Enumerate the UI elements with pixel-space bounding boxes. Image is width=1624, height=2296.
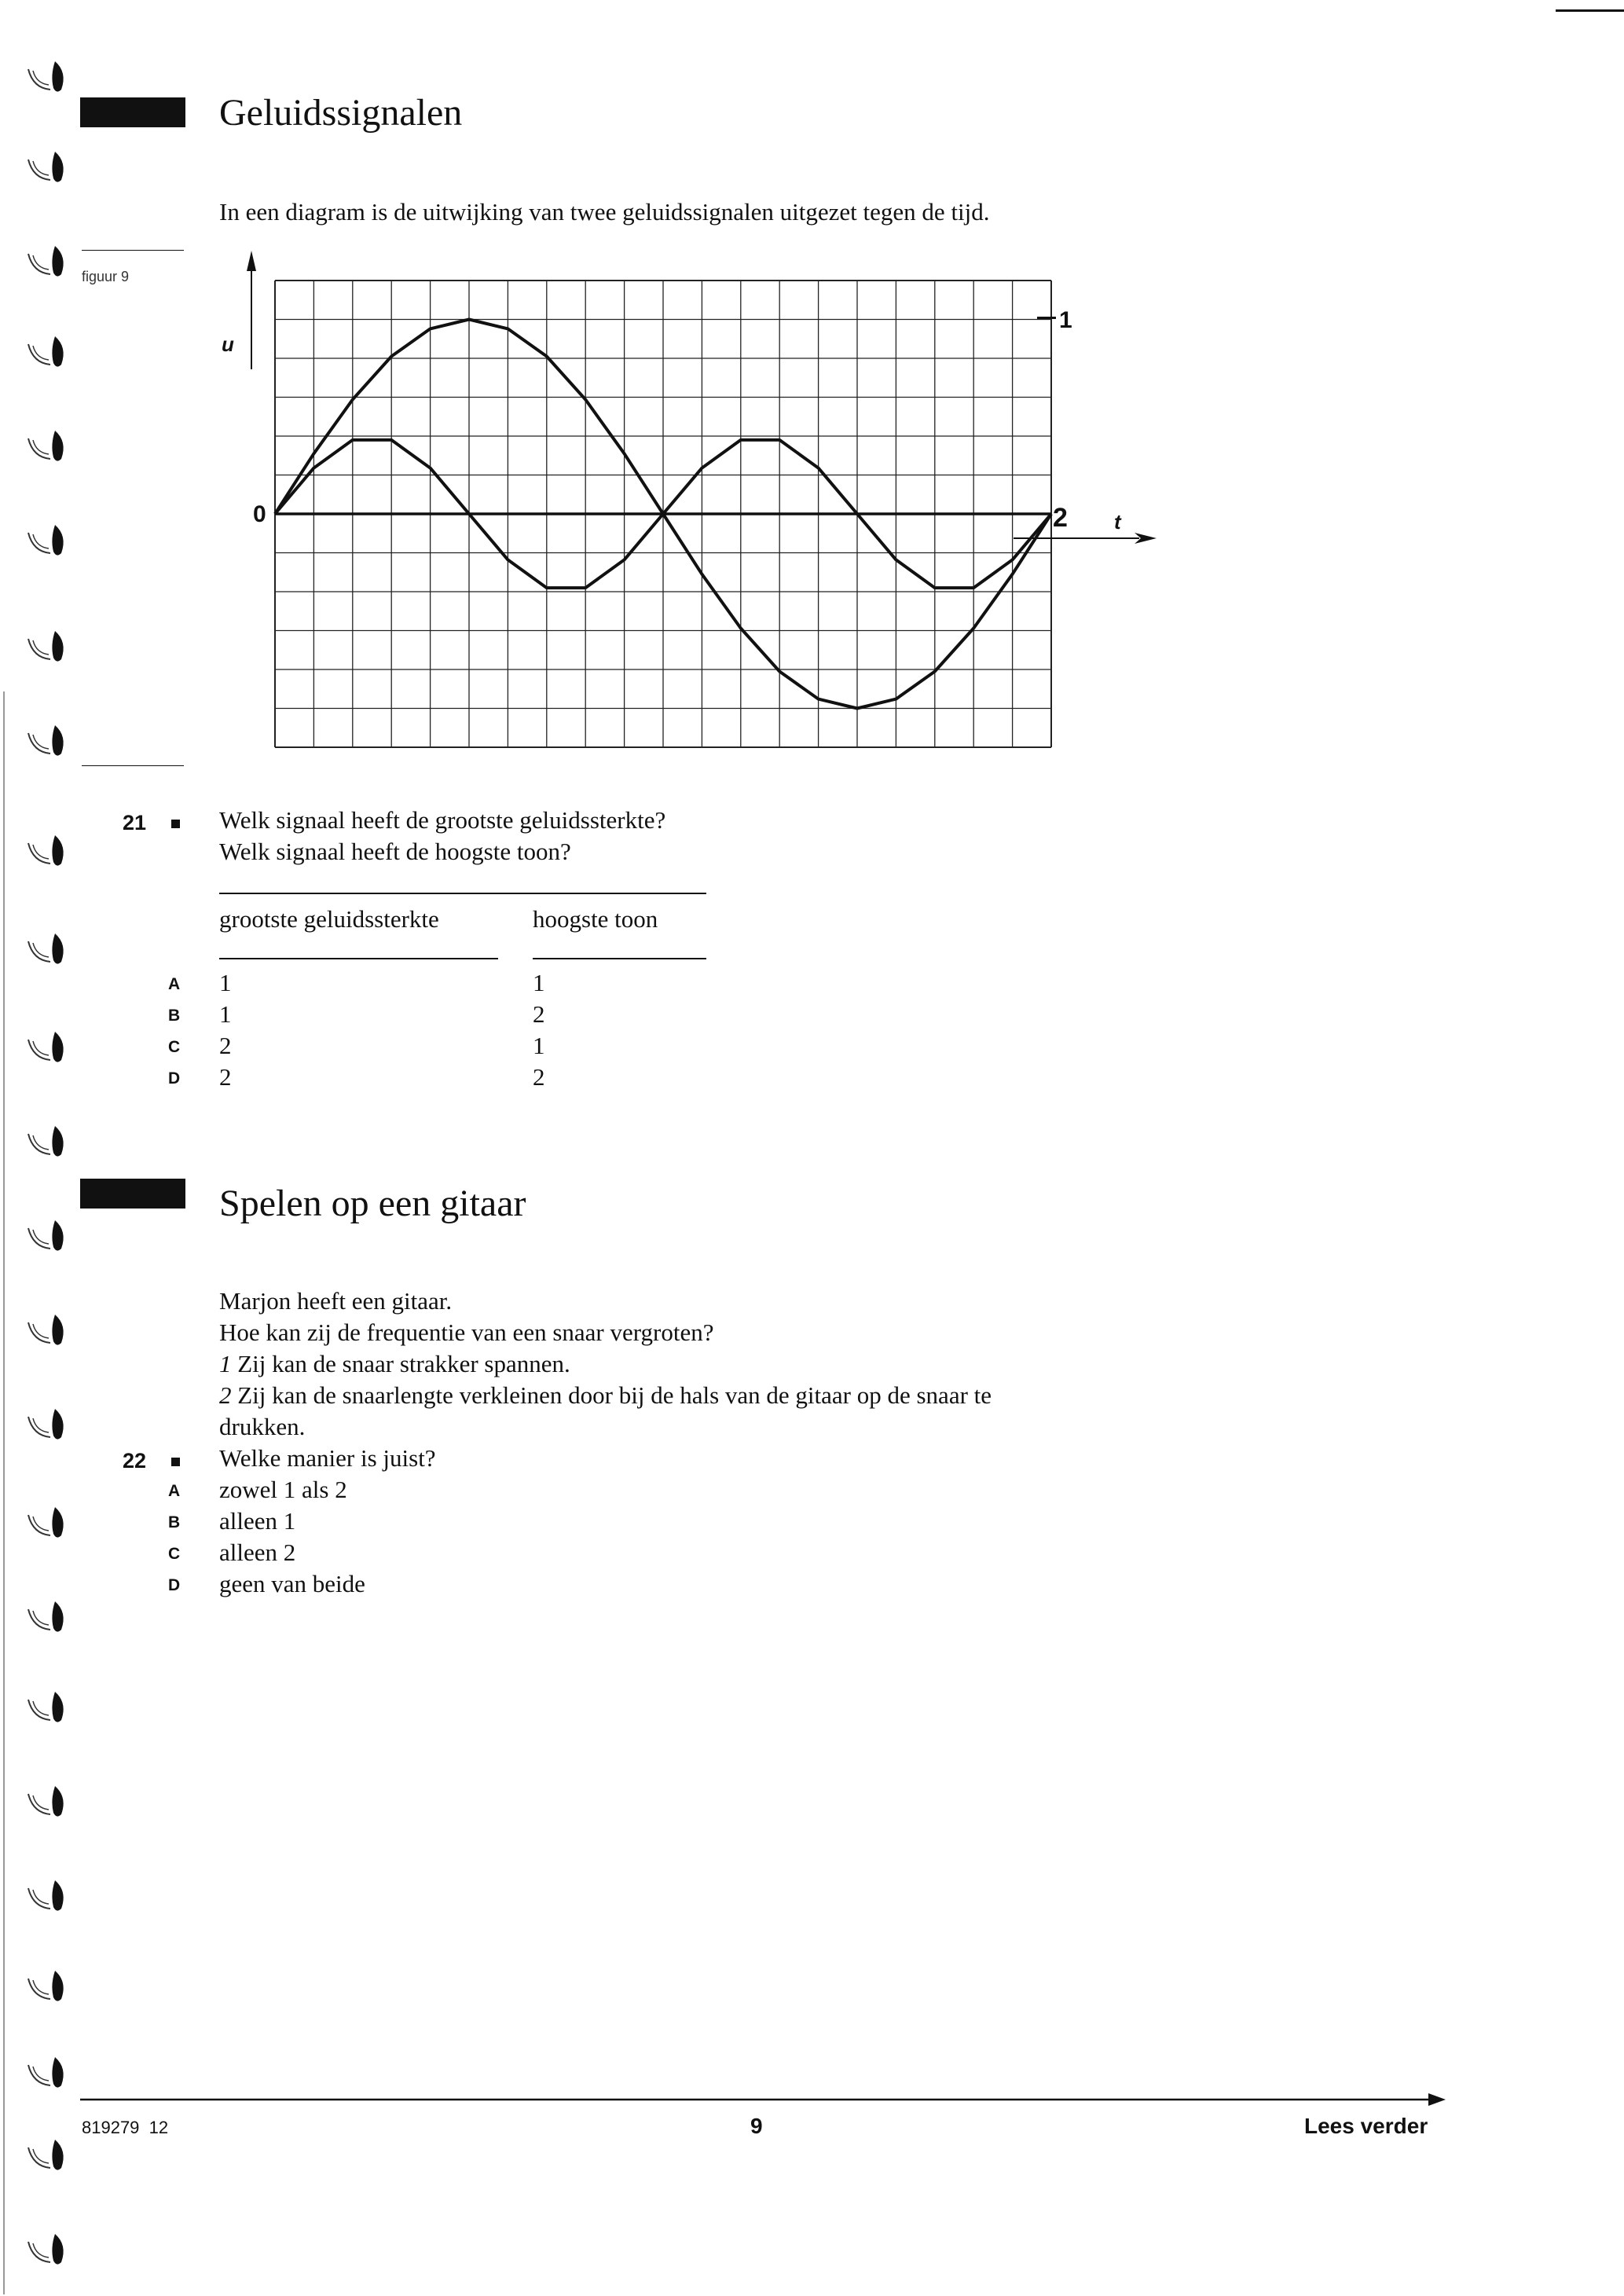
option-letter: C: [168, 1545, 181, 1563]
option-letter: D: [168, 1069, 181, 1087]
option-letter: D: [168, 1576, 181, 1594]
figure-rule-bottom: [82, 765, 184, 766]
statement-text: Zij kan de snaarlengte verkleinen door bij de hals van de gitaar op de snaar te: [231, 1381, 992, 1409]
corner-mark: [1556, 9, 1624, 12]
binder-hole-icon: [22, 1120, 77, 1164]
binder-hole-icon: [22, 1025, 77, 1069]
binder-hole-icon: [22, 55, 77, 99]
s2-paragraph: Marjon heeft een gitaar.: [219, 1287, 453, 1315]
table-cell-pitch: 1: [533, 969, 545, 996]
s2-paragraph: drukken.: [219, 1413, 306, 1440]
q21-line2: Welk signaal heeft de hoogste toon?: [219, 838, 571, 865]
binder-hole-icon: [22, 1501, 77, 1545]
section-title: Spelen op een gitaar: [219, 1183, 526, 1224]
table-cell-loudness: 2: [219, 1063, 232, 1091]
table-cell-pitch: 2: [533, 1000, 545, 1028]
question-number: 22: [123, 1449, 147, 1473]
binder-hole-icon: [22, 2228, 77, 2272]
binder-hole-icon: [22, 1403, 77, 1447]
question-marker: [171, 820, 180, 828]
option-letter: B: [168, 1513, 181, 1531]
binder-hole-icon: [22, 2051, 77, 2095]
binder-hole-icon: [22, 1780, 77, 1824]
binder-hole-icon: [22, 1214, 77, 1258]
table-cell-pitch: 2: [533, 1063, 545, 1091]
question-marker: [171, 1458, 180, 1466]
option-letter: A: [168, 975, 181, 993]
q21-line1: Welk signaal heeft de grootste geluidssterkte?: [219, 806, 666, 834]
s2-paragraph: Hoe kan zij de frequentie van een snaar vergroten?: [219, 1319, 714, 1346]
statement-number: 2: [219, 1381, 232, 1409]
binder-hole-icon: [22, 927, 77, 971]
figure-label: figuur 9: [82, 269, 130, 284]
section-title: Geluidssignalen: [219, 92, 463, 134]
binder-hole-icon: [22, 424, 77, 468]
table-header-col1: grootste geluidssterkte: [219, 905, 439, 933]
binder-hole-icon: [22, 240, 77, 284]
option-letter: B: [168, 1007, 181, 1025]
option-text: alleen 2: [219, 1539, 296, 1566]
section-bar: [80, 1179, 185, 1209]
section-bar: [80, 97, 185, 127]
statement-number: 1: [219, 1350, 232, 1377]
binder-hole-icon: [22, 625, 77, 669]
series-1-label: 1: [1059, 307, 1072, 333]
table-cell-loudness: 1: [219, 1000, 232, 1028]
origin-label: 0: [253, 501, 266, 527]
binder-hole-icon: [22, 519, 77, 563]
footer-arrow-rule: [80, 2090, 1447, 2109]
y-axis-label: u: [222, 332, 234, 356]
binder-hole-icon: [22, 2133, 77, 2177]
binder-hole-icon: [22, 1874, 77, 1918]
intro-text: In een diagram is de uitwijking van twee geluidssignalen uitgezet tegen de tijd.: [219, 198, 990, 226]
binder-hole-icon: [22, 145, 77, 189]
table-cell-pitch: 1: [533, 1032, 545, 1059]
option-text: alleen 1: [219, 1507, 296, 1535]
figure-rule-top: [82, 250, 184, 251]
waveform-chart: [220, 248, 1171, 766]
binder-hole-icon: [22, 330, 77, 374]
binder-hole-icon: [22, 1685, 77, 1729]
page-edge: [3, 691, 5, 2294]
s2-statement-2: [219, 1380, 992, 1411]
x-axis-label: t: [1114, 510, 1121, 534]
s2-statement-1: [219, 1348, 570, 1380]
question-number: 21: [123, 811, 147, 834]
table-cell-loudness: 2: [219, 1032, 232, 1059]
binder-hole-icon: [22, 1964, 77, 2008]
option-letter: C: [168, 1038, 181, 1056]
statement-text: Zij kan de snaar strakker spannen.: [231, 1350, 570, 1377]
q22-question: Welke manier is juist?: [219, 1444, 436, 1472]
binder-hole-icon: [22, 829, 77, 873]
option-letter: A: [168, 1482, 181, 1500]
table-top-rule: [219, 893, 706, 894]
option-text: zowel 1 als 2: [219, 1476, 347, 1503]
page-number: 9: [750, 2114, 763, 2138]
binder-hole-icon: [22, 719, 77, 763]
binder-hole-icon: [22, 1308, 77, 1352]
chart-labels: [222, 307, 1122, 534]
footer-code: 819279 12: [82, 2118, 169, 2137]
option-text: geen van beide: [219, 1570, 365, 1597]
table-col1-rule: [219, 958, 498, 959]
next-page-label: Lees verder: [1304, 2114, 1428, 2138]
y-axis-arrowhead: [247, 251, 256, 271]
series-2-label: 2: [1053, 503, 1068, 533]
table-header-col2: hoogste toon: [533, 905, 658, 933]
binder-hole-icon: [22, 1595, 77, 1639]
table-cell-loudness: 1: [219, 969, 232, 996]
table-col2-rule: [533, 958, 706, 959]
